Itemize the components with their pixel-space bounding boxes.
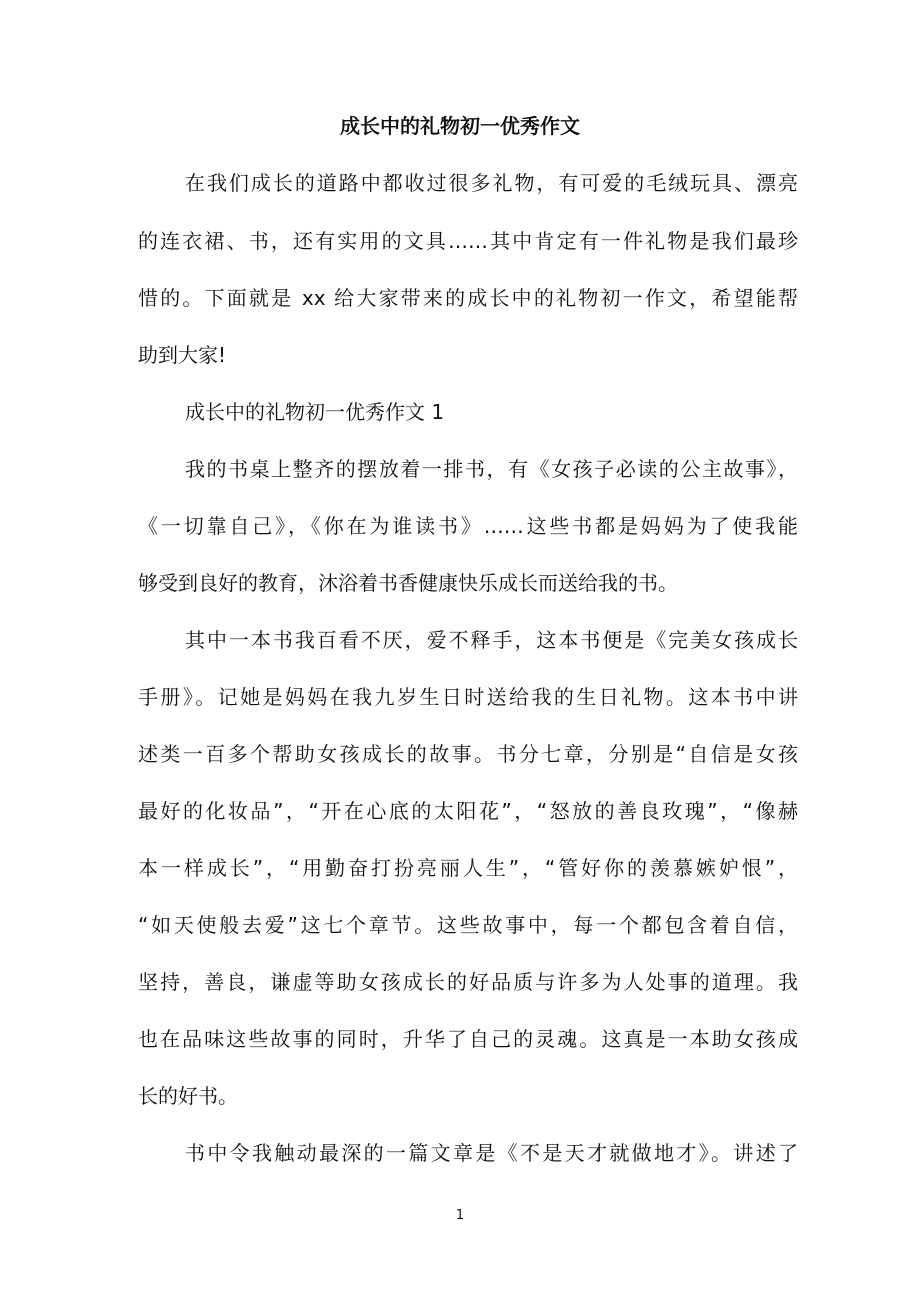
- section-heading: 成长中的礼物初一优秀作文 1: [185, 400, 445, 424]
- paragraph-line: 手册》。记她是妈妈在我九岁生日时送给我的生日礼物。这本书中讲: [138, 685, 798, 709]
- document-title: 成长中的礼物初一优秀作文: [340, 114, 580, 138]
- paragraph-line: 的连衣裙、书，还有实用的文具……其中肯定有一件礼物是我们最珍: [138, 229, 798, 253]
- paragraph-line: 也在品味这些故事的同时，升华了自己的灵魂。这真是一本助女孩成: [138, 1027, 798, 1051]
- paragraph-line: 述类一百多个帮助女孩成长的故事。书分七章，分别是“自信是女孩: [138, 742, 798, 766]
- paragraph-line: 我的书桌上整齐的摆放着一排书，有《女孩子必读的公主故事》，: [185, 457, 798, 481]
- paragraph-line: 其中一本书我百看不厌，爱不释手，这本书便是《完美女孩成长: [185, 628, 798, 652]
- paragraph-line: 《一切靠自己》，《你在为谁读书》……这些书都是妈妈为了使我能: [138, 514, 798, 538]
- paragraph-line: 够受到良好的教育，沐浴着书香健康快乐成长而送给我的书。: [138, 571, 678, 595]
- page-number: 1: [455, 1208, 465, 1223]
- paragraph-line: 坚持，善良，谦虚等助女孩成长的好品质与许多为人处事的道理。我: [138, 970, 798, 994]
- paragraph-line: 本一样成长”，“用勤奋打扮亮丽人生”，“管好你的羡慕嫉妒恨”，: [138, 856, 798, 880]
- paragraph-line: “如天使般去爱”这七个章节。这些故事中，每一个都包含着自信，: [138, 913, 798, 937]
- paragraph-line: 惜的。下面就是 xx 给大家带来的成长中的礼物初一作文，希望能帮: [138, 286, 798, 310]
- paragraph-line: 最好的化妆品”，“开在心底的太阳花”，“怒放的善良玫瑰”，“像赫: [138, 799, 798, 823]
- paragraph-line: 长的好书。: [138, 1084, 238, 1108]
- paragraph-line: 在我们成长的道路中都收过很多礼物，有可爱的毛绒玩具、漂亮: [185, 171, 798, 195]
- paragraph-line: 书中令我触动最深的一篇文章是《不是天才就做地才》。讲述了: [185, 1141, 798, 1165]
- paragraph-line: 助到大家!: [138, 343, 227, 367]
